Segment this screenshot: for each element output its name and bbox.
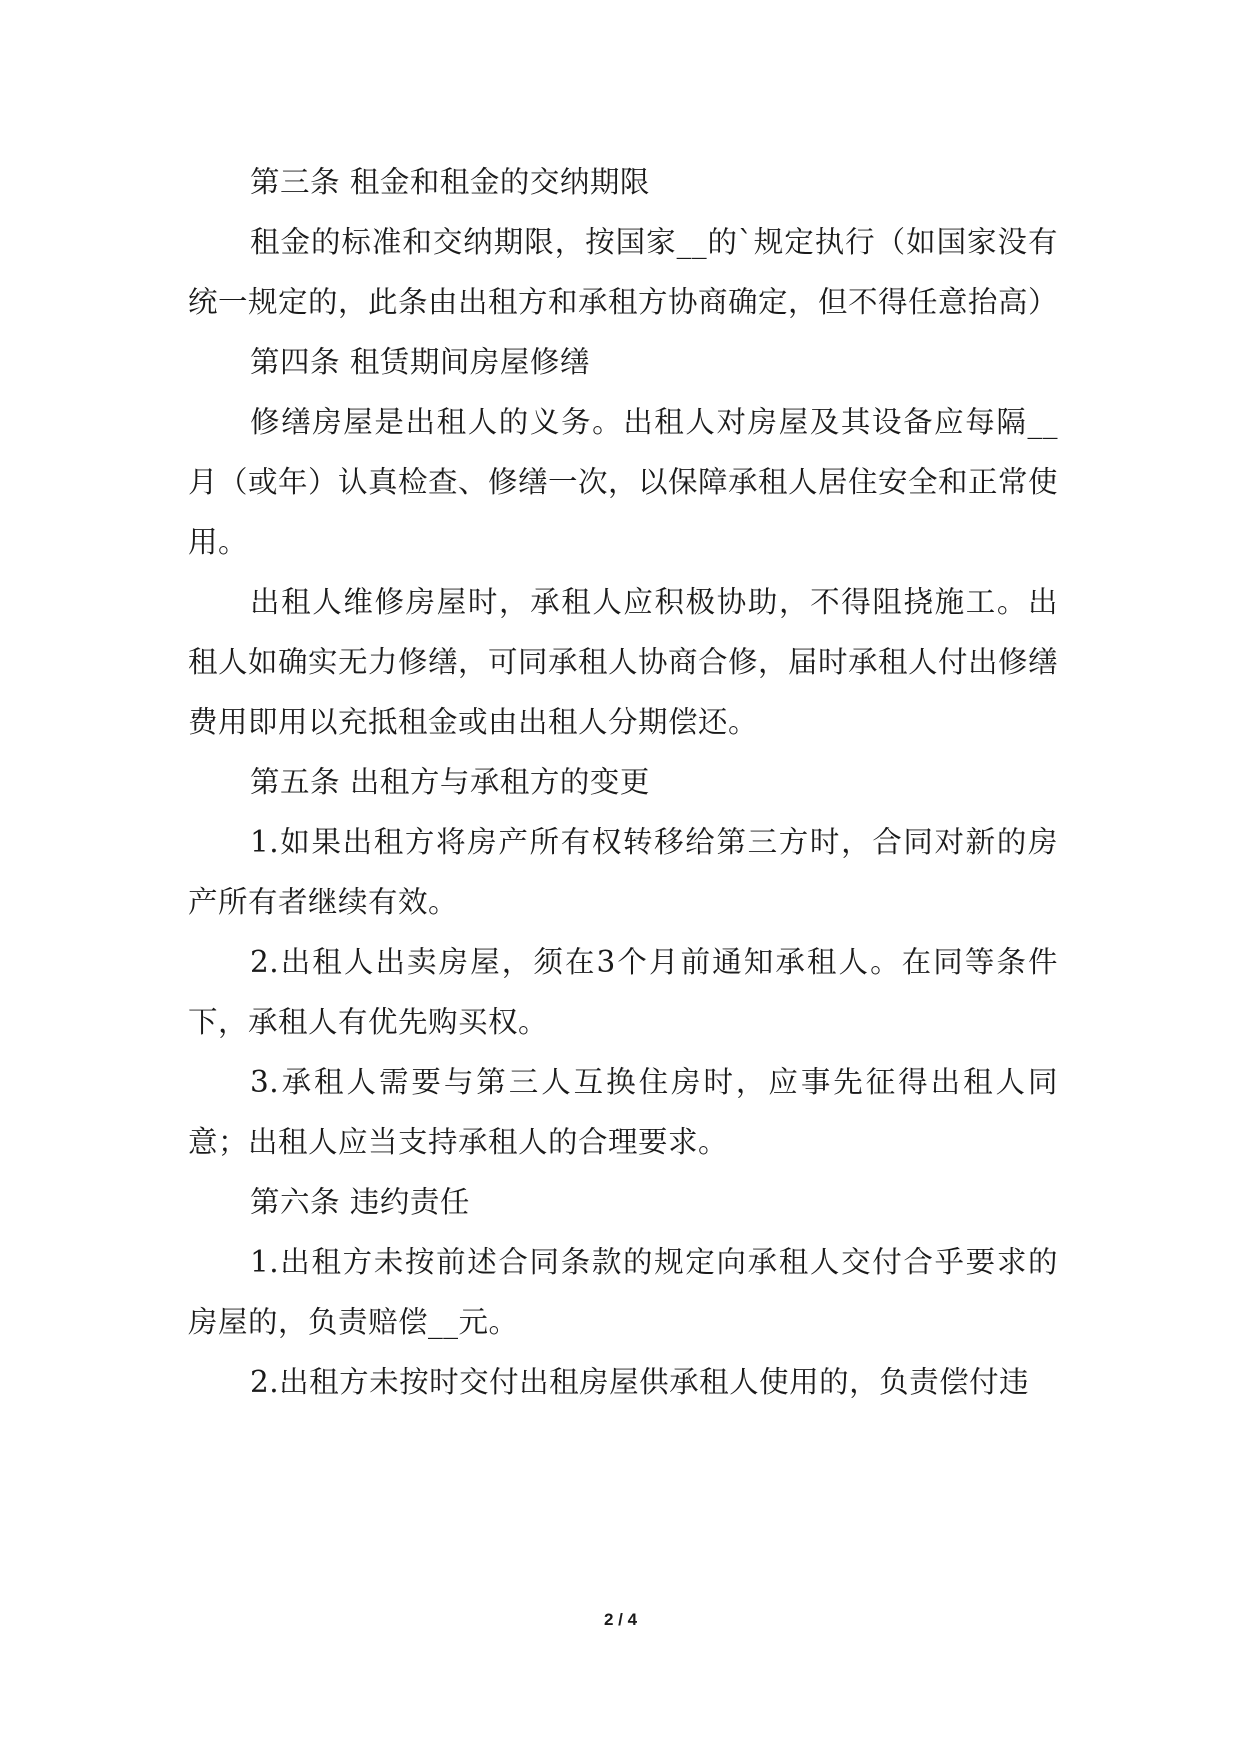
article-5-item-1: 1.如果出租方将房产所有权转移给第三方时，合同对新的房产所有者继续有效。 <box>188 825 1058 919</box>
article-4-paragraph-2: 出租人维修房屋时，承租人应积极协助，不得阻挠施工。出租人如确实无力修缮，可同承租人协商合修，届时承租人付出修缮费用即用以充抵租金或由出租人分期偿还。 <box>188 585 1059 739</box>
article-3-heading: 第三条 租金和租金的交纳期限 <box>250 165 650 199</box>
article-6-item-1: 1.出租方未按前述合同条款的规定向承租人交付合乎要求的房屋的，负责赔偿__元。 <box>188 1245 1058 1339</box>
article-5-item-2: 2.出租人出卖房屋，须在3个月前通知承租人。在同等条件下，承租人有优先购买权。 <box>188 945 1058 1039</box>
document-body <box>188 152 1058 1412</box>
article-5-item-3: 3.承租人需要与第三人互换住房时，应事先征得出租人同意；出租人应当支持承租人的合理要求。 <box>188 1065 1058 1159</box>
article-4-heading: 第四条 租赁期间房屋修缮 <box>250 345 590 379</box>
page-number: 2 / 4 <box>603 1610 638 1629</box>
article-6-item-2: 2.出租方未按时交付出租房屋供承租人使用的，负责偿付违 <box>250 1365 1030 1399</box>
article-6-heading: 第六条 违约责任 <box>250 1185 470 1219</box>
article-5-heading: 第五条 出租方与承租方的变更 <box>250 765 650 799</box>
article-4-paragraph-1: 修缮房屋是出租人的义务。出租人对房屋及其设备应每隔__月（或年）认真检查、修缮一次，以保障承租人居住安全和正常使用。 <box>188 405 1059 559</box>
article-3-paragraph: 租金的标准和交纳期限，按国家__的`规定执行（如国家没有统一规定的，此条由出租方和承租方协商确定，但不得任意抬高） <box>188 225 1059 319</box>
